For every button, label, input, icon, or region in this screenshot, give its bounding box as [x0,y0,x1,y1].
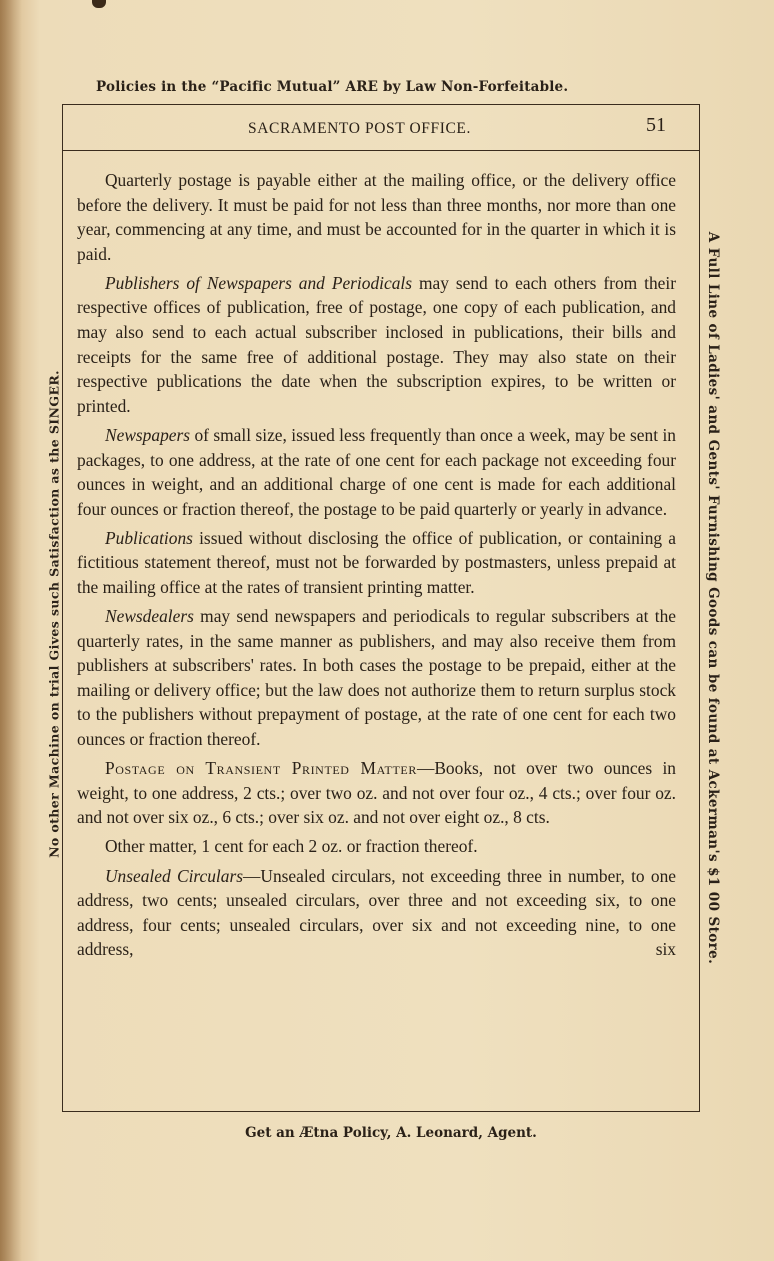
paragraph-text: Other matter, 1 cent for each 2 oz. or fraction thereof. [105,836,478,857]
paragraph-unsealed-circulars [77,864,676,962]
paragraph-other-matter [77,834,676,859]
paragraph-lead: Postage on Transient Printed Matter [105,758,417,779]
paragraph-text: issued without disclosing the office of publication, or containing a fictitious statement thereof, must not be forwarded by postmasters, unless prepaid at the mailing office at the rates of transient printing matter. [77,527,676,597]
paragraph-text: Quarterly postage is payable either at the mailing office, or the delivery office before the delivery. It must be paid for not less than three months, nor more than one year, commencing at any time, and must be accounted for in the quarter in which it is paid. [77,170,676,264]
paragraph-text: —Books, not over two ounces in weight, to one address, 2 cts.; over two oz. and not over four oz., 4 cts.; over four oz. and not over six oz., 6 cts.; over six oz. and not over eight oz., 8 cts. [77,758,676,828]
right-advert-text: A Full Line of Ladies' and Gents' Furnishing Goods can be found at Ackerman's $1 00 Store. [705,231,721,965]
body-text [77,168,676,966]
ink-mark [92,0,106,8]
top-advertisement: Policies in the “Pacific Mutual” ARE by Law Non-Forfeitable. [96,79,569,95]
paragraph-lead: Newspapers [105,424,191,445]
paragraph-newspapers [77,423,676,521]
paragraph-publications [77,526,676,600]
spine-shadow [0,0,22,1261]
paragraph-text: of small size, issued less frequently than once a week, may be sent in packages, to one address, at the rate of one cent for each package not exceeding four ounces in weight, and an additional charge of one cent is made for each additional four ounces or fraction thereof, the postage to be paid quarterly or yearly in advance. [77,424,676,519]
paragraph-lead: Unsealed Circulars [105,865,243,886]
left-advert-text: No other Machine on trial Gives such Satisfaction as the SINGER. [46,370,62,858]
paragraph-newsdealers [77,604,676,752]
paragraph-lead: Publications [105,527,193,548]
page-number: 51 [646,114,666,136]
paragraph-text: may send to each others from their respective offices of publication, free of postage, one copy of each publication, and may also send to each actual subscriber inclosed in publications, their bills and receipts for the same free of additional postage. They may also state on their respective publications the date when the subscription expires, to be written or printed. [77,272,676,416]
paragraph-text: may send newspapers and periodicals to regular subscribers at the quarterly rates, in the same manner as publishers, and may also receive them from publishers at subscribers' rates. In both cases the postage to be prepaid, either at the mailing or delivery office; but the law does not authorize them to return surplus stock to the publishers without prepayment of postage, at the rate of one cent for each two ounces or fraction thereof. [77,606,676,750]
running-head: SACRAMENTO POST OFFICE. [248,120,471,137]
paragraph-transient-matter [77,756,676,830]
header-rule [62,150,700,151]
paragraph-publishers [77,271,676,419]
bottom-advertisement: Get an Ætna Policy, A. Leonard, Agent. [245,1125,537,1141]
paragraph-lead: Publishers of Newspapers and Periodicals [105,272,412,293]
paragraph-text: —Unsealed circulars, not exceeding three in number, to one address, two cents; unsealed circulars, over three and not exceeding six, to one address, four cents; unsealed circulars, over six and not exceeding nine, to one address, six [77,865,676,960]
paragraph-quarterly-postage [77,168,676,266]
paragraph-lead: Newsdealers [105,606,194,627]
